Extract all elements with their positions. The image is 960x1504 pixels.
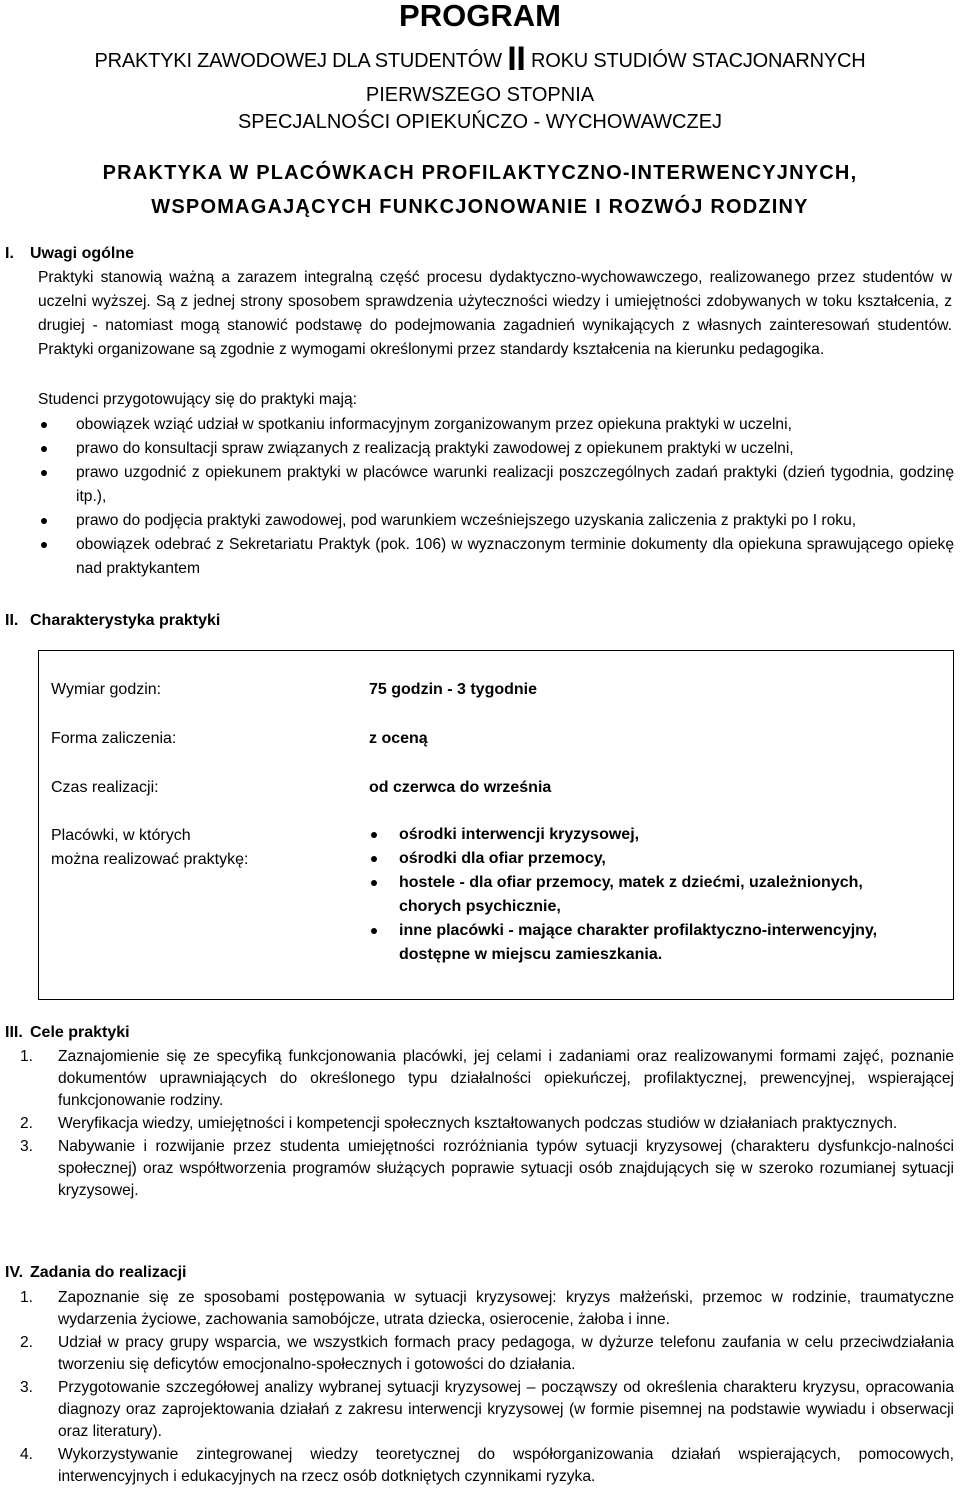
program-subtitle-line-1 — [0, 40, 960, 78]
section-4-number: IV. — [5, 1264, 24, 1281]
section-4-heading — [0, 1262, 187, 1284]
section-1-heading — [0, 243, 134, 265]
list-item: prawo do podjęcia praktyki zawodowej, pod warunkiem wcześniejszego uzyskania zaliczenia z praktyki po I roku, — [38, 509, 954, 533]
section-1-title: Uwagi ogólne — [30, 245, 134, 262]
list-item: prawo do konsultacji spraw związanych z realizacją praktyki zawodowej z opiekunem praktyki w uczelni, — [38, 437, 954, 461]
list-item — [0, 1377, 954, 1443]
list-item: ośrodki dla ofiar przemocy, — [369, 847, 929, 871]
list-item: prawo uzgodnić z opiekunem praktyki w placówce warunki realizacji poszczególnych zadań praktyki (dzień tygodnia, godzinę itp.), — [38, 461, 954, 509]
item-text: Zapoznanie się ze sposobami postępowania w sytuacji kryzysowej: kryzys małżeński, przemoc w rodzinie, traumatyczne wydarzenia życiowe, zachowania samobójcze, utrata dziecka, osierocenie, żałoba i inne. — [58, 1289, 954, 1328]
item-number: 1. — [20, 1289, 34, 1306]
section-2-number: II. — [5, 612, 19, 629]
form-value: z oceną — [369, 730, 428, 747]
list-item — [0, 1113, 954, 1135]
list-item: ośrodki interwencji kryzysowej, — [369, 823, 929, 847]
item-number: 3. — [20, 1138, 34, 1155]
program-specialty: SPECJALNOŚCI OPIEKUŃCZO - WYCHOWAWCZEJ — [237, 111, 723, 133]
hours-label: Wymiar godzin: — [51, 681, 162, 698]
section-1-paragraph: Praktyki stanowią ważną a zarazem integralną część procesu dydaktyczno-wychowawczego, realizowanego przez studentów w uczelni wyższej. Są z jednej strony sposobem sprawdzenia użyteczności wiedzy i umiejętności zdobywanych w toku kształcenia, z drugiej - natomiast mogą stanowić podstawę do podejmowania zagadnień wynikających z własnych zainteresowań studentów. Praktyki organizowane są zgodnie z wymogami określonymi przez standardy kształcenia na kierunku pedagogika. — [38, 269, 952, 358]
time-label: Czas realizacji: — [51, 779, 159, 796]
section-2-title: Charakterystyka praktyki — [30, 612, 221, 629]
list-item — [0, 1444, 954, 1488]
item-number: 2. — [20, 1115, 34, 1132]
list-item: inne placówki - mające charakter profilaktyczno-interwencyjny, dostępne w miejscu zamieszkania. — [369, 919, 929, 967]
hours-value: 75 godzin - 3 tygodnie — [369, 681, 538, 698]
item-number: 4. — [20, 1446, 34, 1463]
places-label-line-2: można realizować praktykę: — [51, 851, 249, 868]
document-title: PROGRAM — [399, 0, 561, 33]
section-3-heading — [0, 1022, 130, 1044]
subtitle-part-b: ROKU STUDIÓW STACJONARNYCH — [531, 50, 866, 72]
places-label-line-1: Placówki, w których — [51, 827, 191, 844]
item-text: Przygotowanie szczegółowej analizy wybranej sytuacji kryzysowej – począwszy od określenia charakteru kryzysu, opracowania diagnozy oraz zaprojektowania działań z zakresu interwencji kryzysowej (w formie pisemnej na podstawie wywiadu i obserwacji oraz literatury). — [58, 1379, 954, 1440]
item-number: 1. — [20, 1048, 34, 1065]
list-item: hostele - dla ofiar przemocy, matek z dziećmi, uzależnionych, chorych psychicznie, — [369, 871, 929, 919]
item-text: Zaznajomienie się ze specyfiką funkcjonowania placówki, jej celami i zadaniami oraz realizowanymi formami zajęć, poznanie dokumentów uprawniających do określonego typu działalności opiekuńczej, profilaktycznej, prewencyjnej, wspierającej funkcjonowanie rodziny. — [58, 1048, 954, 1109]
item-number: 3. — [20, 1379, 34, 1396]
subtitle-part-a: PRAKTYKI ZAWODOWEJ DLA STUDENTÓW — [94, 50, 502, 72]
section-3-title: Cele praktyki — [30, 1024, 130, 1041]
item-text: Udział w pracy grupy wsparcia, we wszystkich formach pracy pedagoga, w dyżurze telefonu zaufania w celu przeciwdziałania tworzeniu się deficytów emocjonalno-społecznych i gotowości do działania. — [58, 1334, 954, 1373]
student-rights-list — [38, 413, 954, 581]
goals-list — [0, 1046, 954, 1203]
program-subtitle-line-2: PIERWSZEGO STOPNIA — [365, 84, 595, 106]
list-item — [0, 1136, 954, 1202]
list-item — [0, 1046, 954, 1112]
list-item: obowiązek odebrać z Sekretariatu Praktyk (pok. 106) w wyznaczonym terminie dokumenty dla opiekuna sprawującego opiekę nad praktykantem — [38, 533, 954, 581]
places-list — [369, 823, 929, 967]
section-4-title: Zadania do realizacji — [30, 1264, 187, 1281]
item-number: 2. — [20, 1334, 34, 1351]
practice-title-line-1: PRAKTYKA W PLACÓWKACH PROFILAKTYCZNO-INTERWENCYJNYCH, — [102, 162, 858, 184]
section-1-number: I. — [5, 245, 14, 262]
subtitle-year-roman: II — [507, 40, 526, 78]
item-text: Wykorzystywanie zintegrowanej wiedzy teoretycznej do współorganizowania działań wspierających, pomocowych, interwencyjnych i edukacyjnych na rzecz osób dotkniętych czynnikami ryzyka. — [58, 1446, 954, 1485]
section-1-intro: Studenci przygotowujący się do praktyki mają: — [38, 391, 357, 408]
item-text: Weryfikacja wiedzy, umiejętności i kompetencji społecznych kształtowanych podczas studiów w działaniach praktycznych. — [58, 1115, 898, 1132]
list-item — [0, 1332, 954, 1376]
list-item — [0, 1287, 954, 1331]
item-text: Nabywanie i rozwijanie przez studenta umiejętności rozróżniania typów sytuacji kryzysowej (charakteru dysfunkcjo-nalności społecznej) oraz współtworzenia programów służących poprawie sytuacji osób znajdujących się w szeroko rozumianej sytuacji kryzysowej. — [58, 1138, 954, 1199]
section-3-number: III. — [5, 1024, 23, 1041]
time-value: od czerwca do września — [369, 779, 552, 796]
practice-characteristics-box — [38, 650, 954, 1000]
form-label: Forma zaliczenia: — [51, 730, 177, 747]
list-item: obowiązek wziąć udział w spotkaniu informacyjnym zorganizowanym przez opiekuna praktyki w uczelni, — [38, 413, 954, 437]
practice-title-line-2: WSPOMAGAJĄCYCH FUNKCJONOWANIE I ROZWÓJ RODZINY — [151, 196, 809, 218]
tasks-list — [0, 1287, 954, 1489]
section-2-heading — [0, 610, 220, 632]
